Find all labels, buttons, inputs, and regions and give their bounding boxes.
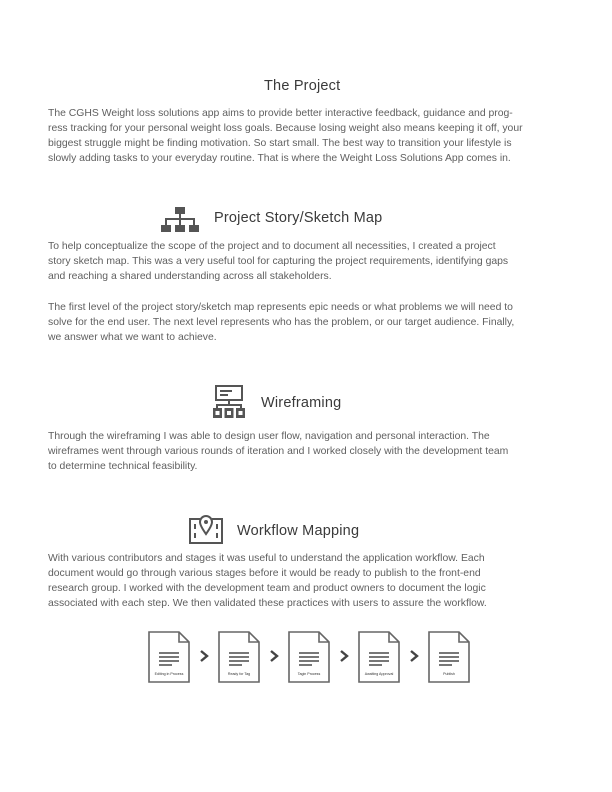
wireframing-paragraph bbox=[48, 429, 508, 474]
workflow-diagram bbox=[148, 631, 478, 683]
workflow-step-tagin-process bbox=[288, 631, 330, 683]
text-line: document would go through various stages before it would be ready to publish to the front-end bbox=[48, 568, 481, 579]
sitemap-icon bbox=[161, 206, 199, 234]
step-label: Editing in Process bbox=[154, 672, 184, 676]
step-label: Tagin Process bbox=[297, 672, 321, 676]
workflow-step-editing bbox=[148, 631, 190, 683]
text-line: to determine technical feasibility. bbox=[48, 461, 198, 472]
step-label: Publish bbox=[443, 672, 455, 676]
text-line: Through the wireframing I was able to design user flow, navigation and personal interaction. The bbox=[48, 431, 490, 442]
workflow-step-publish bbox=[428, 631, 470, 683]
text-line: With various contributors and stages it was useful to understand the application workflow. Each bbox=[48, 553, 485, 564]
text-line: wireframes went through various rounds of iteration and I worked closely with the development team bbox=[48, 446, 509, 457]
chevron-right-icon bbox=[199, 650, 209, 662]
wireframing-title: Wireframing bbox=[261, 395, 342, 411]
step-label: Ready for Tag bbox=[227, 672, 251, 676]
story-title: Project Story/Sketch Map bbox=[214, 210, 383, 226]
text-line: To help conceptualize the scope of the project and to document all necessities, I created a project bbox=[48, 241, 496, 252]
text-line: slowly adding tasks to your everyday routine. That is where the Weight Loss Solutions App comes in. bbox=[48, 153, 511, 164]
map-pin-icon bbox=[188, 515, 224, 545]
text-line: and reaching a shared understanding across all stakeholders. bbox=[48, 271, 332, 282]
text-line: The CGHS Weight loss solutions app aims to provide better interactive feedback, guidance and prog- bbox=[48, 108, 513, 119]
text-line: The first level of the project story/sketch map represents epic needs or what problems we will need to bbox=[48, 302, 513, 313]
step-label: Awaiting Approval bbox=[364, 672, 394, 676]
story-paragraph-1 bbox=[48, 239, 508, 284]
story-paragraph-2 bbox=[48, 300, 514, 345]
project-paragraph bbox=[48, 106, 523, 166]
workflow-title: Workflow Mapping bbox=[237, 523, 360, 539]
text-line: biggest struggle might be finding motivation. So start small. The best way to transition your lifestyle is bbox=[48, 138, 512, 149]
chevron-right-icon bbox=[269, 650, 279, 662]
text-line: ress tracking for your personal weight loss goals. Because losing weight also means keeping it off, your bbox=[48, 123, 523, 134]
chevron-right-icon bbox=[409, 650, 419, 662]
workflow-step-ready-for-tag bbox=[218, 631, 260, 683]
text-line: we answer what we want to achieve. bbox=[48, 332, 217, 343]
text-line: solve for the end user. The next level represents who has the problem, or our target audience. Finally, bbox=[48, 317, 515, 328]
workflow-paragraph bbox=[48, 551, 487, 611]
project-title: The Project bbox=[264, 78, 341, 94]
chevron-right-icon bbox=[339, 650, 349, 662]
wireframe-icon bbox=[213, 385, 245, 421]
text-line: associated with each step. We then validated these practices with users to assure the workflow. bbox=[48, 598, 487, 609]
workflow-step-awaiting-approval bbox=[358, 631, 400, 683]
text-line: story sketch map. This was a very useful tool for capturing the project requirements, identifying gaps bbox=[48, 256, 509, 267]
text-line: research group. I worked with the development team and product owners to document the logic bbox=[48, 583, 486, 594]
